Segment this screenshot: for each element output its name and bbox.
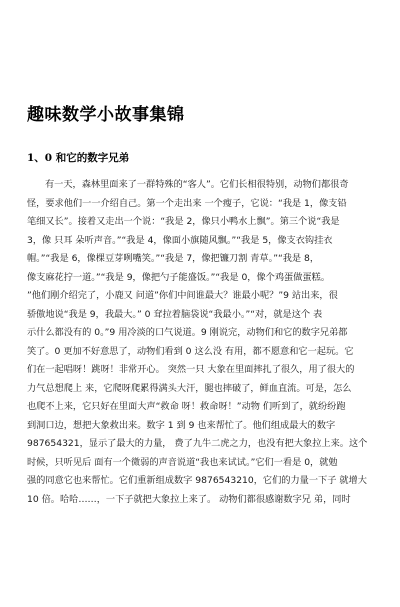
paragraph-line: 们在一起唱呀！跳呀！非常开心。 突然一只 大象在里面摔扎了很久，用了很大的 [27,364,355,375]
paragraph-line: 帽。”“我是 6，像棵豆芽咧嘴笑。”“我是 7，像把镰刀割 青草。”“我是 8， [27,253,320,264]
paragraph-line: 10 倍。哈哈……，一下子就把大象拉上来了。 动物们都很感谢数字兄 弟，同时 [27,493,351,505]
paragraph-line: 也爬不上来，它只好在里面大声“救命 呀！救命呀！”动物 们听到了，就纷纷跑 [27,401,346,412]
paragraph-line: 强的同意它也来帮忙。它们重新组成数字 9876543210，它们的力量一下子 就增大 [27,475,367,486]
section-heading: 1、0 和它的数字兄弟 [27,152,130,164]
paragraph-line: 987654321，显示了最大的力量， 费了九牛二虎之力，也没有把大象拉上来。这个 [27,438,368,449]
paragraph-line: 力气总想爬上 来，它爬呀爬累得满头大汗，腿也摔破了，鲜血直流。可是，怎么 [27,382,352,394]
body-paragraph [27,176,373,509]
paragraph-line: 3，像 只耳 朵听声音。”“我是 4，像面小旗随风飘。”“我是 5，像支衣钩挂衣 [27,234,333,246]
paragraph-line: 像支麻花拧一道。”“我是 9，像把勺子能盛饭。”“我是 0，像个鸡蛋做蛋糕。 [27,271,330,283]
paragraph-line: 笔细又长”。接着又走出一个说：“我是 2，像只小鸭水上飘”。第三个说“我是 [27,216,340,227]
paragraph-line: 怪，要求他们一一介绍自己。第一个走出来 一个瘦子，它说：“我是 1，像支铅 [27,197,347,209]
paragraph-line: ”他们刚介绍完了，小鹿又 问道”你们中间谁最大？谁最小呢？”9 站出来，很 [27,290,338,301]
document-title: 趣味数学小故事集锦 [27,105,185,125]
paragraph-line: 骄傲地说“我是 9，我最大。” 0 耷拉着脑袋说“我最小。”“对，就是这个 表 [27,308,323,320]
paragraph-line: 到洞口边，想把大象救出来。数字 1 到 9 也来帮忙了。他们组成最大的数字 [27,419,336,431]
paragraph-line: 示什么都没有的 0。”9 用冷淡的口气说道。9 刚说完，动物们和它的数字兄弟都 [27,327,348,338]
paragraph-line: 时候，只听见后 面有一个微弱的声音说道“我也来试试。”它们一看是 0，就勉 [27,456,338,468]
paragraph-line: 有一天，森林里面来了一群特殊的“客人”。它们长相很特别，动物们都很奇 [45,179,349,190]
paragraph-line: 笑了。0 更加不好意思了，动物们看到 0 这么没 有用，都不愿意和它一起玩。它 [27,345,354,357]
